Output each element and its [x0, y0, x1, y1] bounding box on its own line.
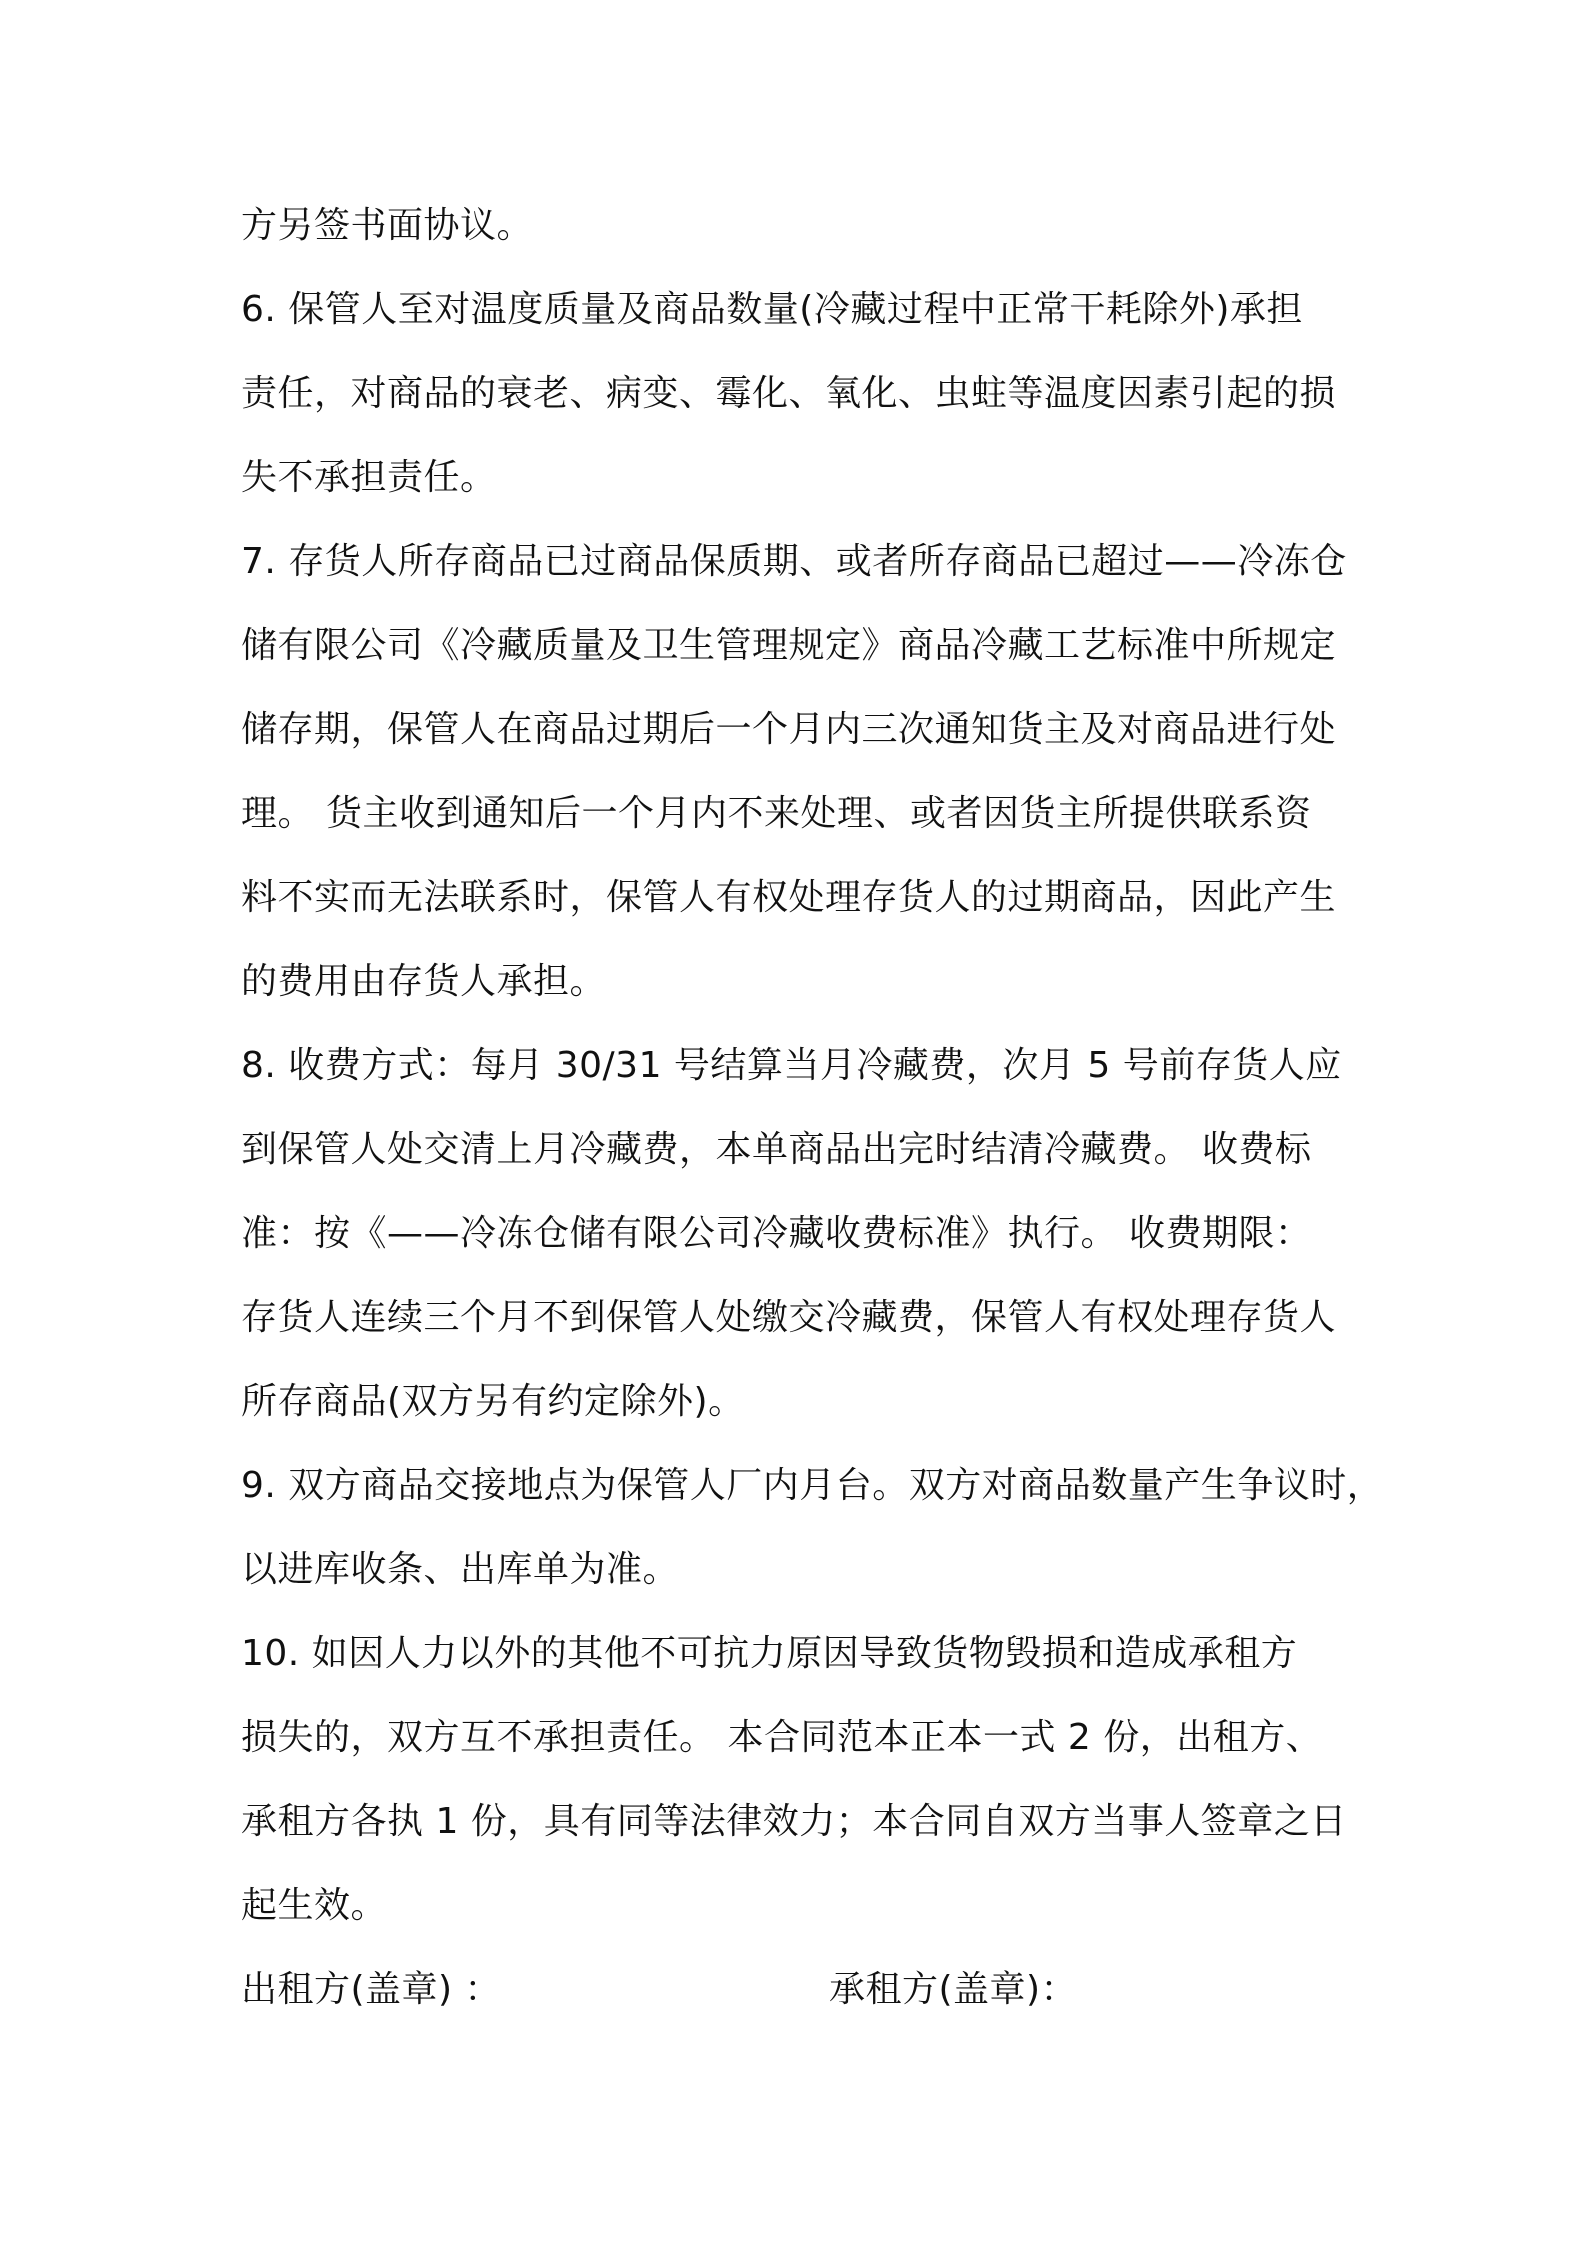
text-line: 以进库收条、出库单为准。: [241, 1549, 680, 1590]
text-line: 失不承担责任。: [241, 457, 497, 498]
text-line: 所存商品(双方另有约定除外)。: [241, 1381, 745, 1422]
text-line: 责任，对商品的衰老、病变、霉化、氧化、虫蛀等温度因素引起的损: [241, 373, 1337, 414]
text-line: 7. 存货人所存商品已过商品保质期、或者所存商品已超过——冷冻仓: [241, 541, 1347, 582]
text-line: 6. 保管人至对温度质量及商品数量(冷藏过程中正常干耗除外)承担: [241, 289, 1303, 330]
signature-row: [241, 1960, 1381, 2020]
text-line: 储存期，保管人在商品过期后一个月内三次通知货主及对商品进行处: [241, 709, 1337, 750]
lessee-signature-label: 承租方(盖章)：: [829, 1969, 1078, 2010]
text-line: 储有限公司《冷藏质量及卫生管理规定》商品冷藏工艺标准中所规定: [241, 625, 1337, 666]
text-line: 的费用由存货人承担。: [241, 961, 607, 1002]
text-line: 损失的，双方互不承担责任。 本合同范本正本一式 2 份，出租方、: [241, 1717, 1323, 1758]
text-line: 方另签书面协议。: [241, 205, 534, 246]
text-line: 10. 如因人力以外的其他不可抗力原因导致货物毁损和造成承租方: [241, 1633, 1298, 1674]
text-line: 准：按《——冷冻仓储有限公司冷藏收费标准》执行。 收费期限：: [241, 1213, 1312, 1254]
text-line: 9. 双方商品交接地点为保管人厂内月台。双方对商品数量产生争议时，: [241, 1465, 1384, 1506]
text-line: 存货人连续三个月不到保管人处缴交冷藏费，保管人有权处理存货人: [241, 1297, 1337, 1338]
text-line: 到保管人处交清上月冷藏费，本单商品出完时结清冷藏费。 收费标: [241, 1129, 1312, 1170]
lessor-signature-label: 出租方(盖章) ：: [241, 1969, 502, 2010]
text-line: 理。 货主收到通知后一个月内不来处理、或者因货主所提供联系资: [241, 793, 1312, 834]
text-line: 料不实而无法联系时，保管人有权处理存货人的过期商品，因此产生: [241, 877, 1337, 918]
text-line: 承租方各执 1 份，具有同等法律效力；本合同自双方当事人签章之日: [241, 1801, 1347, 1842]
text-line: 起生效。: [241, 1885, 388, 1926]
text-line: 8. 收费方式：每月 30/31 号结算当月冷藏费，次月 5 号前存货人应: [241, 1045, 1342, 1086]
